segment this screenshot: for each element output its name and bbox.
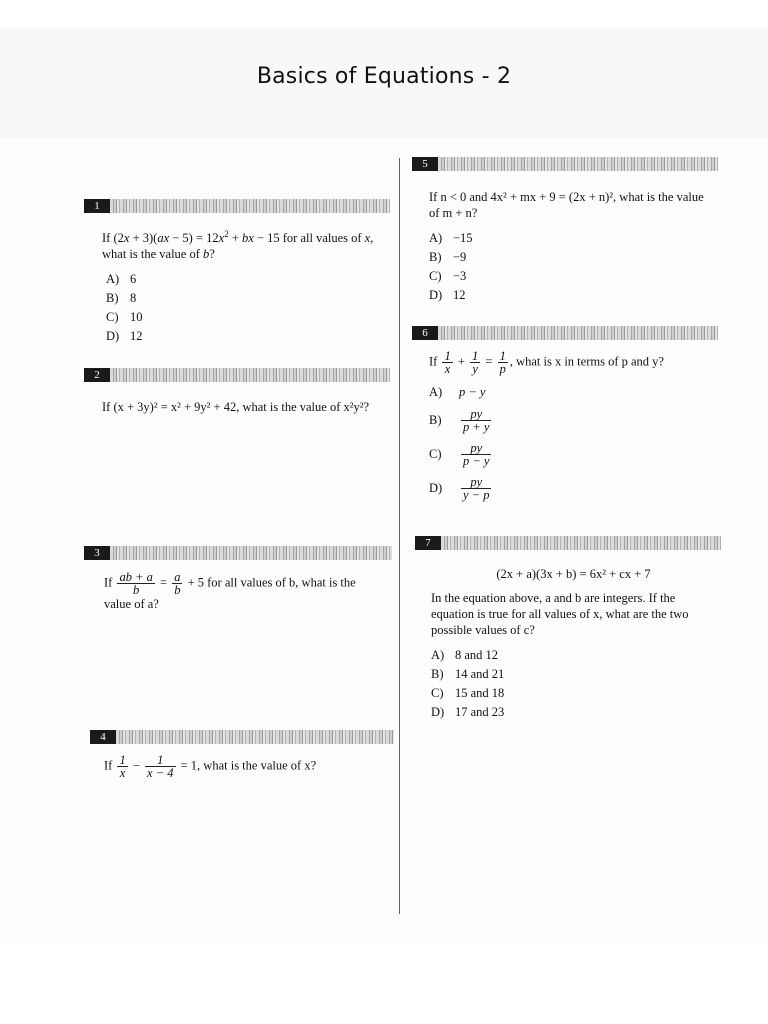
question-number: 7 bbox=[415, 536, 441, 550]
answer-choice[interactable]: B) $\frac{py}{p + y}$ bbox=[429, 406, 490, 434]
answer-choice[interactable]: D) 17 and 23 bbox=[431, 704, 505, 719]
question-number: 5 bbox=[412, 157, 438, 171]
question-text: If (x + 3y)² = x² + 9y² + 42, what is the value of x²y²? bbox=[102, 400, 370, 414]
answer-choice[interactable]: D) 12 bbox=[429, 287, 466, 302]
question-5 bbox=[429, 189, 714, 304]
page-title: Basics of Equations - 2 bbox=[256, 64, 512, 89]
answer-choice[interactable]: C) −3 bbox=[429, 268, 467, 283]
question-3 bbox=[104, 571, 384, 612]
question-7 bbox=[431, 566, 716, 721]
question-header-7 bbox=[415, 536, 721, 550]
question-text: If $(2x + 3)(ax - 5) = 12x^2$ + bx − 15 for all values of x, what is the value of b? bbox=[102, 228, 374, 261]
question-header-6 bbox=[412, 326, 718, 340]
question-header-3 bbox=[84, 546, 392, 560]
question-4 bbox=[104, 754, 384, 779]
fraction: $\frac{a}{b}$ bbox=[174, 570, 181, 597]
question-text: If $\frac{ab + a}{b}$ = $\frac{a}{b}$ + 5 for all values of b, what is the value of a? bbox=[104, 570, 356, 611]
answer-choice[interactable]: A) 6 bbox=[106, 271, 137, 286]
fraction: $\frac{1}{x}$ bbox=[444, 349, 451, 376]
question-header-4 bbox=[90, 730, 394, 744]
question-2 bbox=[102, 399, 384, 415]
answer-choice[interactable]: D) $\frac{py}{y - p}$ bbox=[429, 474, 490, 502]
question-text: If n < 0 and 4x² + mx + 9 = (2x + n)², what is the value of m + n? bbox=[429, 190, 704, 220]
fraction: $\frac{1}{p}$ bbox=[499, 349, 506, 376]
question-header-2 bbox=[84, 368, 390, 382]
answer-choice[interactable]: C) $\frac{py}{p - y}$ bbox=[429, 440, 490, 468]
question-6 bbox=[429, 350, 714, 505]
answer-choice[interactable]: A) −15 bbox=[429, 230, 473, 245]
question-1 bbox=[102, 230, 382, 345]
answer-choice[interactable]: B) 14 and 21 bbox=[431, 666, 505, 681]
question-text: In the equation above, a and b are integers. If the equation is true for all values of x, what are the two possible values of c? bbox=[431, 591, 689, 637]
question-text: If $\frac{1}{x}$ − $\frac{1}{x - 4}$ = 1, what is the value of x? bbox=[104, 753, 317, 780]
answer-choice[interactable]: B) −9 bbox=[429, 249, 467, 264]
answer-choice[interactable]: A) p − y bbox=[429, 385, 486, 399]
question-number: 3 bbox=[84, 546, 110, 560]
fraction: $\frac{1}{x - 4}$ bbox=[147, 753, 174, 780]
answer-choice[interactable]: B) 8 bbox=[106, 290, 137, 305]
answer-choice[interactable]: C) 15 and 18 bbox=[431, 685, 505, 700]
answer-choice[interactable]: C) 10 bbox=[106, 309, 143, 324]
question-text: If $\frac{1}{x}$ + $\frac{1}{y}$ = $\frac{1}{p}$ , what is x in terms of p and y? bbox=[429, 349, 664, 376]
equation: (2x + a)(3x + b) = 6x² + cx + 7 bbox=[496, 567, 651, 581]
column-divider bbox=[399, 158, 400, 914]
fraction: $\frac{1}{x}$ bbox=[119, 753, 126, 780]
fraction: $\frac{ab + a}{b}$ bbox=[119, 570, 153, 597]
question-header-1 bbox=[84, 199, 390, 213]
question-number: 4 bbox=[90, 730, 116, 744]
question-header-5 bbox=[412, 157, 718, 171]
answer-choice[interactable]: D) 12 bbox=[106, 328, 143, 343]
question-number: 2 bbox=[84, 368, 110, 382]
answer-choice[interactable]: A) 8 and 12 bbox=[431, 647, 499, 662]
fraction: $\frac{1}{y}$ bbox=[472, 349, 479, 376]
question-number: 6 bbox=[412, 326, 438, 340]
question-number: 1 bbox=[84, 199, 110, 213]
